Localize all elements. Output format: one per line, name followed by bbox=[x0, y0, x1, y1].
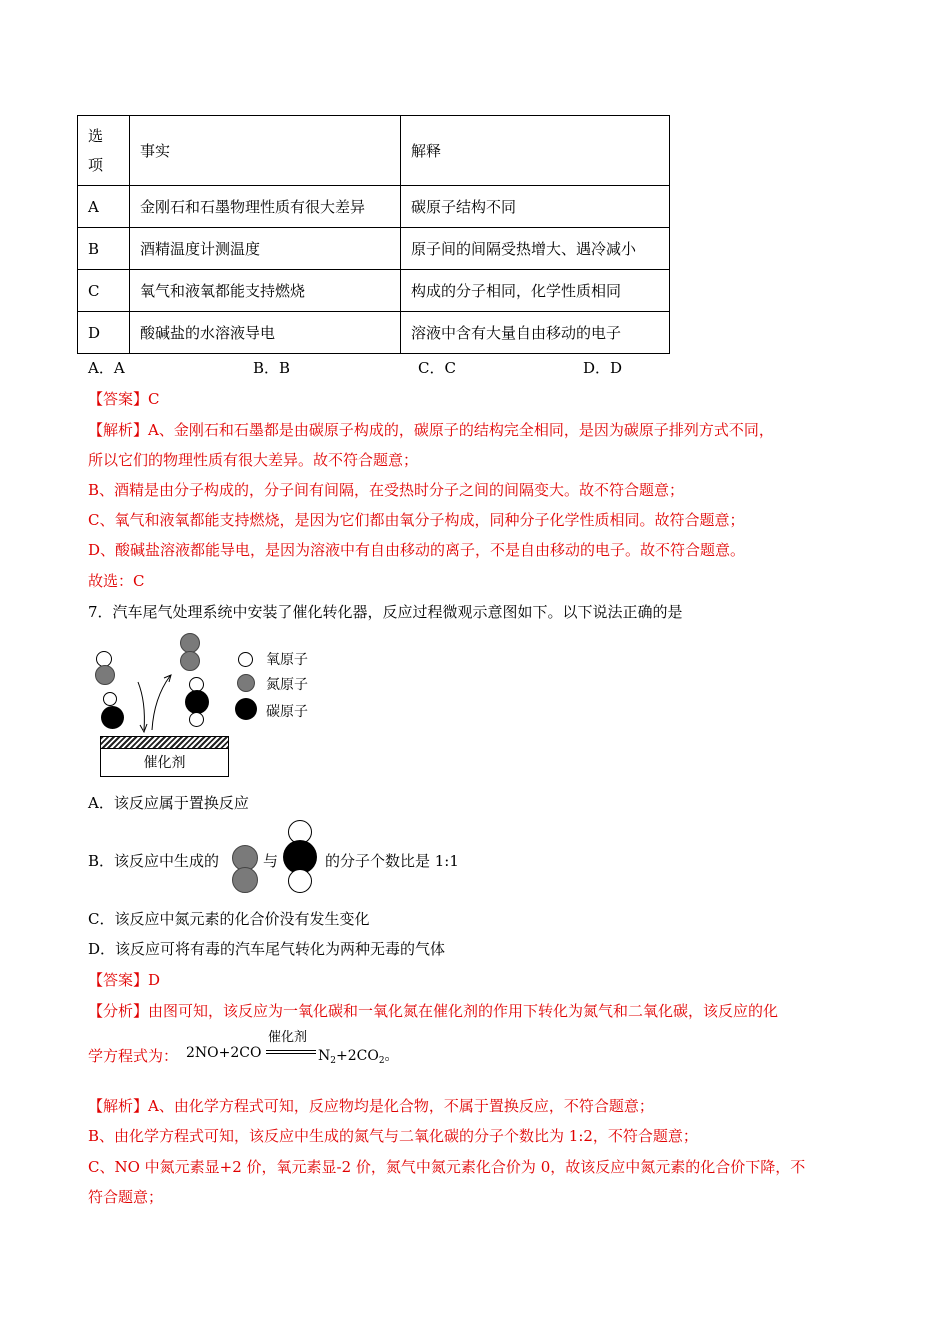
legend-oxygen-icon bbox=[238, 652, 253, 667]
equation-plus: +2CO bbox=[335, 1048, 379, 1064]
q6-analysis-line: 故选：C bbox=[88, 572, 145, 590]
equation-n-sub: 2 bbox=[330, 1056, 336, 1066]
carbon-atom bbox=[101, 706, 124, 729]
co2-oxygen-atom bbox=[288, 869, 312, 893]
equation-line bbox=[266, 1050, 316, 1051]
row-option: C bbox=[78, 270, 130, 312]
q7-equation-lead: 学方程式为： bbox=[88, 1047, 179, 1065]
row-explain: 构成的分子相同，化学性质相同 bbox=[401, 270, 670, 312]
table-row bbox=[78, 186, 670, 228]
header-fact: 事实 bbox=[130, 116, 401, 186]
q6-analysis-line: C、氧气和液氧都能支持燃烧，是因为它们都由氧分子构成，同种分子化学性质相同。故符合题意； bbox=[88, 511, 745, 529]
row-explain: 碳原子结构不同 bbox=[401, 186, 670, 228]
equation-condition: 催化剂 bbox=[268, 1030, 308, 1045]
q6-analysis-line: 所以它们的物理性质有很大差异。故不符合题意； bbox=[88, 451, 419, 469]
choice-a: A．A bbox=[88, 359, 125, 377]
equation-n: N bbox=[318, 1048, 331, 1064]
q7-option-b-mid: 与 bbox=[263, 852, 279, 870]
row-option: D bbox=[78, 312, 130, 354]
q7-explanation-line: 符合题意； bbox=[88, 1188, 164, 1206]
header-explain: 解释 bbox=[401, 116, 670, 186]
nitrogen-atom bbox=[95, 665, 115, 685]
equation-end: 。 bbox=[384, 1048, 399, 1064]
q7-explanation-line: 【解析】A、由化学方程式可知，反应物均是化合物，不属于置换反应，不符合题意； bbox=[88, 1097, 654, 1115]
choice-b: B．B bbox=[253, 359, 291, 377]
equation-left: 2NO+2CO bbox=[186, 1045, 262, 1061]
oxygen-atom bbox=[103, 692, 117, 706]
row-explain: 溶液中含有大量自由移动的电子 bbox=[401, 312, 670, 354]
row-option: A bbox=[78, 186, 130, 228]
nitrogen-atom bbox=[180, 651, 200, 671]
q6-analysis-line: B、酒精是由分子构成的，分子间有间隔，在受热时分子之间的间隔变大。故不符合题意； bbox=[88, 481, 685, 499]
q6-analysis-line: D、酸碱盐溶液都能导电，是因为溶液中有自由移动的离子，不是自由移动的电子。故不符合题意。 bbox=[88, 541, 746, 559]
equation-right bbox=[318, 1045, 399, 1066]
q7-explanation-line: B、由化学方程式可知，该反应中生成的氮气与二氧化碳的分子个数比为 1:2，不符合题意； bbox=[88, 1127, 698, 1145]
legend-nitrogen-icon bbox=[237, 674, 255, 692]
legend-carbon-label: 碳原子 bbox=[266, 704, 308, 720]
q7-answer: 【答案】D bbox=[88, 971, 161, 989]
table-row bbox=[78, 312, 670, 354]
q6-analysis-line: 【解析】A、金刚石和石墨都是由碳原子构成的，碳原子的结构完全相同，是因为碳原子排列方式不同， bbox=[88, 421, 774, 439]
table-row bbox=[78, 228, 670, 270]
table-row bbox=[78, 270, 670, 312]
choice-d: D．D bbox=[583, 359, 623, 377]
q7-stem: 7．汽车尾气处理系统中安装了催化转化器，反应过程微观示意图如下。以下说法正确的是 bbox=[88, 603, 683, 621]
legend-carbon-icon bbox=[235, 698, 257, 720]
fact-explanation-table bbox=[77, 115, 670, 354]
header-option-text: 选项 bbox=[88, 126, 104, 174]
catalyst-label: 催化剂 bbox=[100, 749, 229, 777]
equation-line bbox=[266, 1053, 316, 1054]
reaction-arrows bbox=[130, 672, 180, 736]
legend-nitrogen-label: 氮原子 bbox=[266, 677, 308, 693]
q7-analysis: 【分析】由图可知，该反应为一氧化碳和一氧化氮在催化剂的作用下转化为氮气和二氧化碳，该反应的化 bbox=[88, 1002, 779, 1020]
carbon-atom bbox=[185, 690, 209, 714]
row-fact: 氧气和液氧都能支持燃烧 bbox=[130, 270, 401, 312]
header-option bbox=[78, 116, 130, 186]
q7-option-c: C．该反应中氮元素的化合价没有发生变化 bbox=[88, 910, 370, 928]
row-fact: 酸碱盐的水溶液导电 bbox=[130, 312, 401, 354]
q6-answer: 【答案】C bbox=[88, 390, 160, 408]
row-option: B bbox=[78, 228, 130, 270]
oxygen-atom bbox=[189, 712, 204, 727]
q7-explanation-line: C、NO 中氮元素显+2 价，氧元素显-2 价，氮气中氮元素化合价为 0，故该反应中氮元素的化合价下降，不 bbox=[88, 1158, 806, 1176]
row-explain: 原子间的间隔受热增大、遇冷减小 bbox=[401, 228, 670, 270]
row-fact: 金刚石和石墨物理性质有很大差异 bbox=[130, 186, 401, 228]
nitrogen-atom bbox=[180, 633, 200, 653]
catalyst-surface bbox=[100, 736, 229, 749]
q7-option-a: A．该反应属于置换反应 bbox=[88, 794, 249, 812]
choice-c: C．C bbox=[418, 359, 456, 377]
row-fact: 酒精温度计测温度 bbox=[130, 228, 401, 270]
nitrogen-molecule-atom bbox=[232, 867, 258, 893]
equation-co2-sub: 2 bbox=[378, 1056, 385, 1066]
legend-oxygen-label: 氧原子 bbox=[266, 652, 308, 668]
table-header-row bbox=[78, 116, 670, 186]
q7-option-b-prefix: B．该反应中生成的 bbox=[88, 852, 220, 870]
q7-option-d: D．该反应可将有毒的汽车尾气转化为两种无毒的气体 bbox=[88, 940, 446, 958]
q7-option-b-suffix: 的分子个数比是 1:1 bbox=[325, 852, 459, 870]
